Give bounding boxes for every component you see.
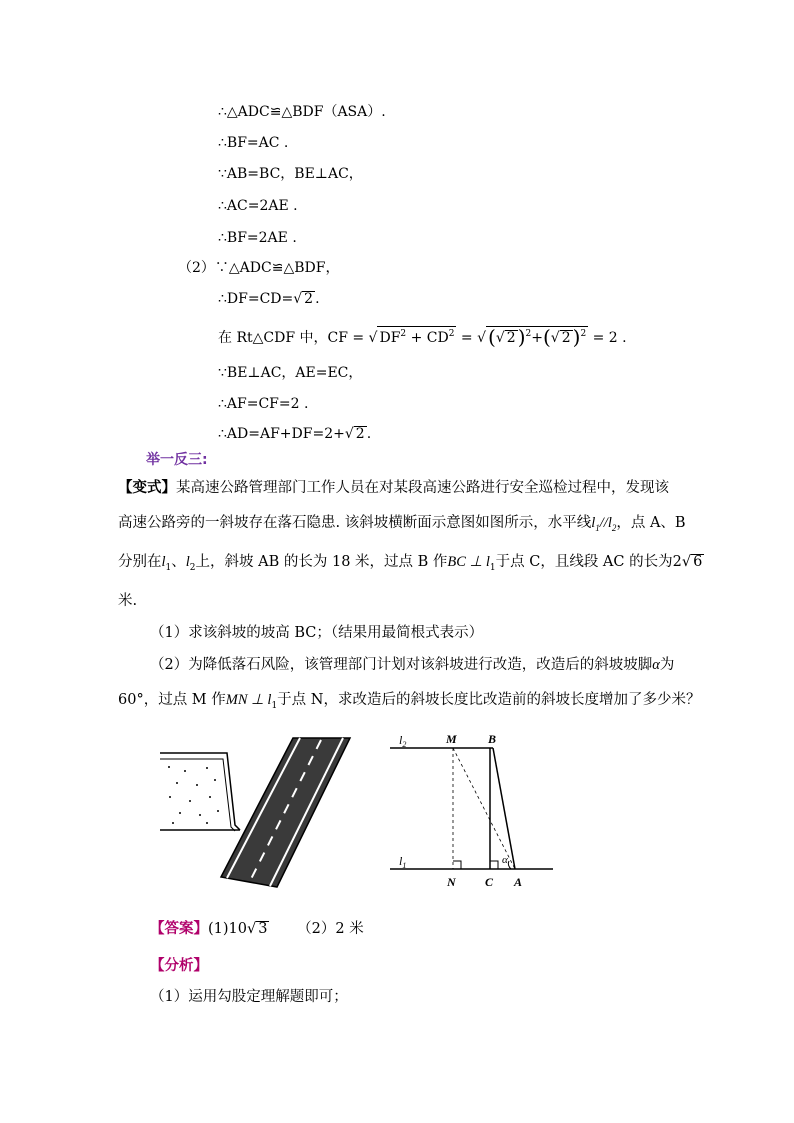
l1-sub-b: 1	[165, 562, 172, 573]
alpha-sym: α	[652, 657, 660, 673]
proof-line-1: ∴△ADC≌△BDF（ASA）.	[218, 104, 386, 120]
question-2-line-1	[150, 655, 674, 675]
proof-line-4: ∴AC=2AE .	[218, 198, 298, 214]
label-l2: $l_2$	[399, 733, 407, 749]
parallel-sym: //	[599, 515, 608, 531]
question-2b: 为	[659, 657, 675, 673]
l2-sub-b: 2	[189, 562, 196, 573]
eq-sign: =	[460, 330, 473, 346]
l1-sub: 1	[595, 522, 600, 533]
analysis-line-1: （1）运用勾股定理解题即可；	[150, 989, 348, 1005]
label-B: B	[488, 732, 497, 746]
ad-sqrt: 2	[355, 426, 365, 442]
question-1: （1）求该斜坡的坡高 BC；（结果用最简根式表示）	[150, 625, 484, 641]
l2-sym-b: l	[185, 554, 190, 570]
problem-text-3d: 于点 C，且线段 AC 的长为	[495, 554, 673, 570]
l2-sym: l	[607, 515, 612, 531]
question-2a: （2）为降低落石风险，该管理部门计划对该斜坡进行改造，改造后的斜坡坡脚	[150, 657, 653, 673]
inner-sqrt-a: 2	[506, 330, 516, 346]
ad-suffix: .	[366, 426, 372, 442]
big-radicand: (√ 2 )$^2$+(√ 2 )$^2$	[488, 325, 587, 349]
problem-text-1: 某高速公路管理部门工作人员在对某段高速公路进行安全巡检过程中，发现该	[176, 480, 669, 496]
geometry-diagram	[385, 730, 560, 895]
label-N: N	[447, 875, 456, 889]
ac-sqrt: 6	[693, 554, 703, 570]
problem-line-1	[118, 478, 669, 498]
answer-1-sqrt: 3	[258, 921, 268, 937]
part2-line-5: ∴AF=CF=2 .	[218, 396, 309, 412]
analysis-tag: 【分析】	[150, 957, 208, 974]
section-title: 举一反三:	[146, 452, 208, 468]
label-C: C	[485, 875, 494, 889]
bc-perp: BC ⊥ l	[447, 554, 490, 570]
l1-sym: l	[591, 515, 596, 531]
cf-result: = 2 .	[592, 330, 627, 346]
plus: +	[531, 330, 543, 346]
exp-b: 2	[580, 329, 587, 339]
answer-1: (1)10	[208, 921, 247, 937]
problem-text-3c: 上，斜坡 AB 的长为 18 米，过点 B 作	[195, 554, 448, 570]
cd-exp: 2	[448, 329, 455, 339]
df-text: DF	[379, 330, 401, 346]
mn-perp: MN ⊥ l	[225, 692, 272, 708]
cf-radicand	[377, 326, 456, 346]
sqrt-2: 2	[304, 291, 314, 307]
part2-line-1: （2）∵△ADC≌△BDF，	[178, 260, 340, 276]
part2-line-2: ∴DF=CD=√ 2 .	[218, 291, 320, 307]
label-l1: $l_1$	[399, 854, 407, 870]
label-alpha: α	[502, 854, 508, 866]
inner-sqrt-b: 2	[561, 330, 571, 346]
problem-tag: 【变式】	[118, 479, 176, 496]
problem-line-2	[118, 513, 686, 538]
proof-line-3: ∵AB=BC，BE⊥AC，	[218, 166, 363, 182]
ad-prefix: ∴AD=AF+DF=2+	[218, 426, 345, 442]
label-M: M	[446, 732, 457, 746]
exp-a: 2	[525, 329, 532, 339]
part2-line-4: ∵BE⊥AC，AE=EC，	[218, 365, 363, 381]
problem-text-3b: 、	[171, 554, 186, 570]
bc-perp-sub: 1	[489, 562, 496, 573]
answer-line: 【答案】(1)10√ 3 （2）2 米	[150, 920, 364, 937]
answer-2: （2）2 米	[297, 921, 364, 937]
df-exp: 2	[400, 329, 407, 339]
l1-parallel-l2	[591, 515, 616, 531]
question-2-line-2	[118, 690, 700, 716]
problem-text-2a: 高速公路旁的一斜坡存在落石隐患. 该斜坡横断面示意图如图所示，水平线	[118, 515, 592, 531]
l1-sym-b: l	[161, 554, 166, 570]
cf-prefix: 在 Rt△CDF 中，CF =	[218, 330, 365, 346]
question-2c: 60°，过点 M 作	[118, 692, 226, 708]
proof-line-2: ∴BF=AC .	[218, 135, 289, 151]
mn-perp-sub: 1	[271, 700, 278, 711]
problem-text-2b: ，点 A、B	[616, 515, 686, 531]
ac-coef: 2	[672, 554, 682, 570]
label-A: A	[514, 875, 523, 889]
proof-line-5: ∴BF=2AE .	[218, 230, 297, 246]
part2-line-2-prefix: ∴DF=CD=	[218, 291, 294, 307]
cd-text: + CD	[410, 330, 449, 346]
l2-sub: 2	[611, 522, 617, 533]
answer-tag: 【答案】	[150, 920, 208, 937]
road-slope-illustration	[155, 735, 355, 895]
part2-line-6: ∴AD=AF+DF=2+√ 2 .	[218, 426, 372, 442]
problem-text-3a: 分别在	[118, 554, 162, 570]
problem-line-4: 米.	[118, 593, 138, 609]
question-2d: 于点 N，求改造后的斜坡长度比改造前的斜坡长度增加了多少米？	[277, 692, 701, 708]
problem-line-3: 分别在$l_1$、$l_2$上，斜坡 AB 的长为 18 米，过点 B 作BC ⊥ $l_1$于点 C，且线段 AC 的长为2√ 6	[118, 554, 703, 573]
part2-line-3: 在 Rt△CDF 中，CF = √ $DF^2 + CD^2$ = √ (√ 2 )$^2$+(√ 2 )$^2$ = 2 .	[218, 325, 627, 349]
part2-line-2-suffix: .	[315, 291, 320, 307]
